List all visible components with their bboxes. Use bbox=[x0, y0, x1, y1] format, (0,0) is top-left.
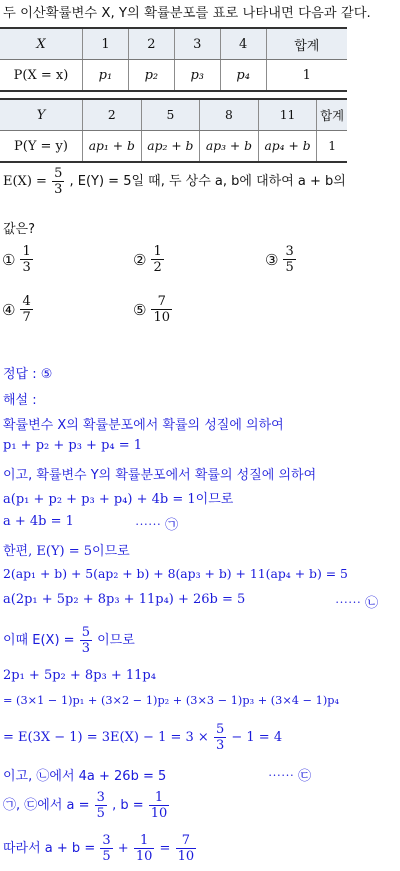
table-cell: 2 bbox=[83, 99, 142, 131]
fraction: $\frac{3}{5}$ bbox=[102, 833, 111, 864]
solution-line: a + 4b = 1 bbox=[3, 514, 74, 529]
table-cell: 3 bbox=[174, 28, 220, 60]
solution-line: 따라서 a + b = $\frac{3}{5}$ + $\frac{1}{10}$ = $\frac{7}{10}$ bbox=[3, 833, 195, 864]
question-rest: , E(Y) = 5일 때, 두 상수 a, b에 대하여 a + b의 bbox=[69, 174, 346, 189]
choice-4[interactable]: ④ $\frac{4}{7}$ bbox=[2, 294, 31, 325]
choice-1[interactable]: ① $\frac{1}{3}$ bbox=[2, 244, 31, 275]
question-line-1 bbox=[3, 166, 346, 197]
solution-line: 확률변수 X의 확률분포에서 확률의 성질에 의하여 bbox=[3, 418, 284, 433]
fraction: $\frac{1}{10}$ bbox=[135, 833, 153, 864]
table-cell: ap₄ + b bbox=[258, 131, 317, 163]
table-cell: 4 bbox=[220, 28, 266, 60]
solution-line: 2(ap₁ + b) + 5(ap₂ + b) + 8(ap₃ + b) + 11(ap₄ + b) = 5 bbox=[3, 566, 348, 581]
table-cell: 합계 bbox=[266, 28, 347, 60]
table-cell: p₄ bbox=[220, 60, 266, 92]
problem-intro: 두 이산확률변수 X, Y의 확률분포를 표로 나타내면 다음과 같다. bbox=[3, 6, 371, 21]
choice-2[interactable]: ② $\frac{1}{2}$ bbox=[133, 244, 162, 275]
solution-line: ㉠, ㉢에서 a = $\frac{3}{5}$ , b = $\frac{1}{10}$ bbox=[3, 790, 168, 821]
solution-line: 이고, ㉡에서 4a + 26b = 5 bbox=[3, 769, 167, 784]
table-cell: ap₃ + b bbox=[200, 131, 259, 163]
table-cell: 1 bbox=[83, 28, 129, 60]
fraction: $\frac{1}{2}$ bbox=[153, 244, 162, 275]
equation-tag: ⋯⋯ ㉠ bbox=[135, 518, 179, 533]
fraction: $\frac{1}{3}$ bbox=[22, 244, 31, 275]
fraction: $\frac{7}{10}$ bbox=[153, 294, 170, 325]
table-cell: 8 bbox=[200, 99, 259, 131]
table-header-row bbox=[0, 99, 347, 131]
fraction: $\frac{7}{10}$ bbox=[177, 833, 195, 864]
equation-tag: ⋯⋯ ㉢ bbox=[268, 769, 312, 784]
solution-line: a(2p₁ + 5p₂ + 8p₃ + 11p₄) + 26b = 5 bbox=[3, 592, 246, 607]
table-cell: 1 bbox=[317, 131, 347, 163]
table-cell: p₃ bbox=[174, 60, 220, 92]
distribution-table-y bbox=[0, 98, 347, 163]
solution-heading: 해설 : bbox=[3, 393, 37, 408]
solution-line: 이때 E(X) = $\frac{5}{3}$ 이므로 bbox=[3, 625, 135, 656]
table-cell: ap₂ + b bbox=[141, 131, 200, 163]
solution-line: 한편, E(Y) = 5이므로 bbox=[3, 544, 130, 559]
solution-line: a(p₁ + p₂ + p₃ + p₄) + 4b = 1이므로 bbox=[3, 492, 234, 507]
table-cell: 합계 bbox=[317, 99, 347, 131]
fraction: $\frac{5}{3}$ bbox=[81, 625, 90, 656]
table-cell: P(X = x) bbox=[0, 60, 83, 92]
table-cell: X bbox=[0, 28, 83, 60]
equation-tag: ⋯⋯ ㉡ bbox=[335, 596, 379, 611]
solution-line: = (3×1 − 1)p₁ + (3×2 − 1)p₂ + (3×3 − 1)p₃ + (3×4 − 1)p₄ bbox=[3, 694, 339, 707]
solution-line: 2p₁ + 5p₂ + 8p₃ + 11p₄ bbox=[3, 668, 156, 683]
table-cell: p₂ bbox=[128, 60, 174, 92]
fraction: $\frac{1}{10}$ bbox=[150, 790, 168, 821]
table-header-row bbox=[0, 28, 347, 60]
fraction: $\frac{5}{3}$ bbox=[215, 722, 225, 753]
table-cell: Y bbox=[0, 99, 83, 131]
table-row bbox=[0, 60, 347, 92]
table-cell: p₁ bbox=[83, 60, 129, 92]
table-cell: P(Y = y) bbox=[0, 131, 83, 163]
distribution-table-x bbox=[0, 27, 347, 92]
table-cell: 5 bbox=[141, 99, 200, 131]
solution-line: p₁ + p₂ + p₃ + p₄ = 1 bbox=[3, 438, 143, 453]
fraction: $\frac{5}{3}$ bbox=[54, 166, 63, 197]
table-cell: 1 bbox=[266, 60, 347, 92]
question-line-2: 값은? bbox=[3, 222, 36, 237]
fraction: $\frac{4}{7}$ bbox=[22, 294, 31, 325]
fraction: $\frac{3}{5}$ bbox=[96, 790, 105, 821]
table-cell: 11 bbox=[258, 99, 317, 131]
answer-line: 정답 : ⑤ bbox=[3, 367, 53, 382]
table-cell: ap₁ + b bbox=[83, 131, 142, 163]
question-ex-label: E(X) = bbox=[3, 174, 47, 189]
choice-5[interactable]: ⑤ $\frac{7}{10}$ bbox=[133, 294, 170, 325]
solution-line: = E(3X − 1) = 3E(X) − 1 = 3 × $\frac{5}{3}$ − 1 = 4 bbox=[3, 722, 283, 753]
solution-line: 이고, 확률변수 Y의 확률분포에서 확률의 성질에 의하여 bbox=[3, 468, 317, 483]
fraction: $\frac{3}{5}$ bbox=[285, 244, 294, 275]
choice-3[interactable]: ③ $\frac{3}{5}$ bbox=[265, 244, 294, 275]
table-cell: 2 bbox=[128, 28, 174, 60]
table-row bbox=[0, 131, 347, 163]
